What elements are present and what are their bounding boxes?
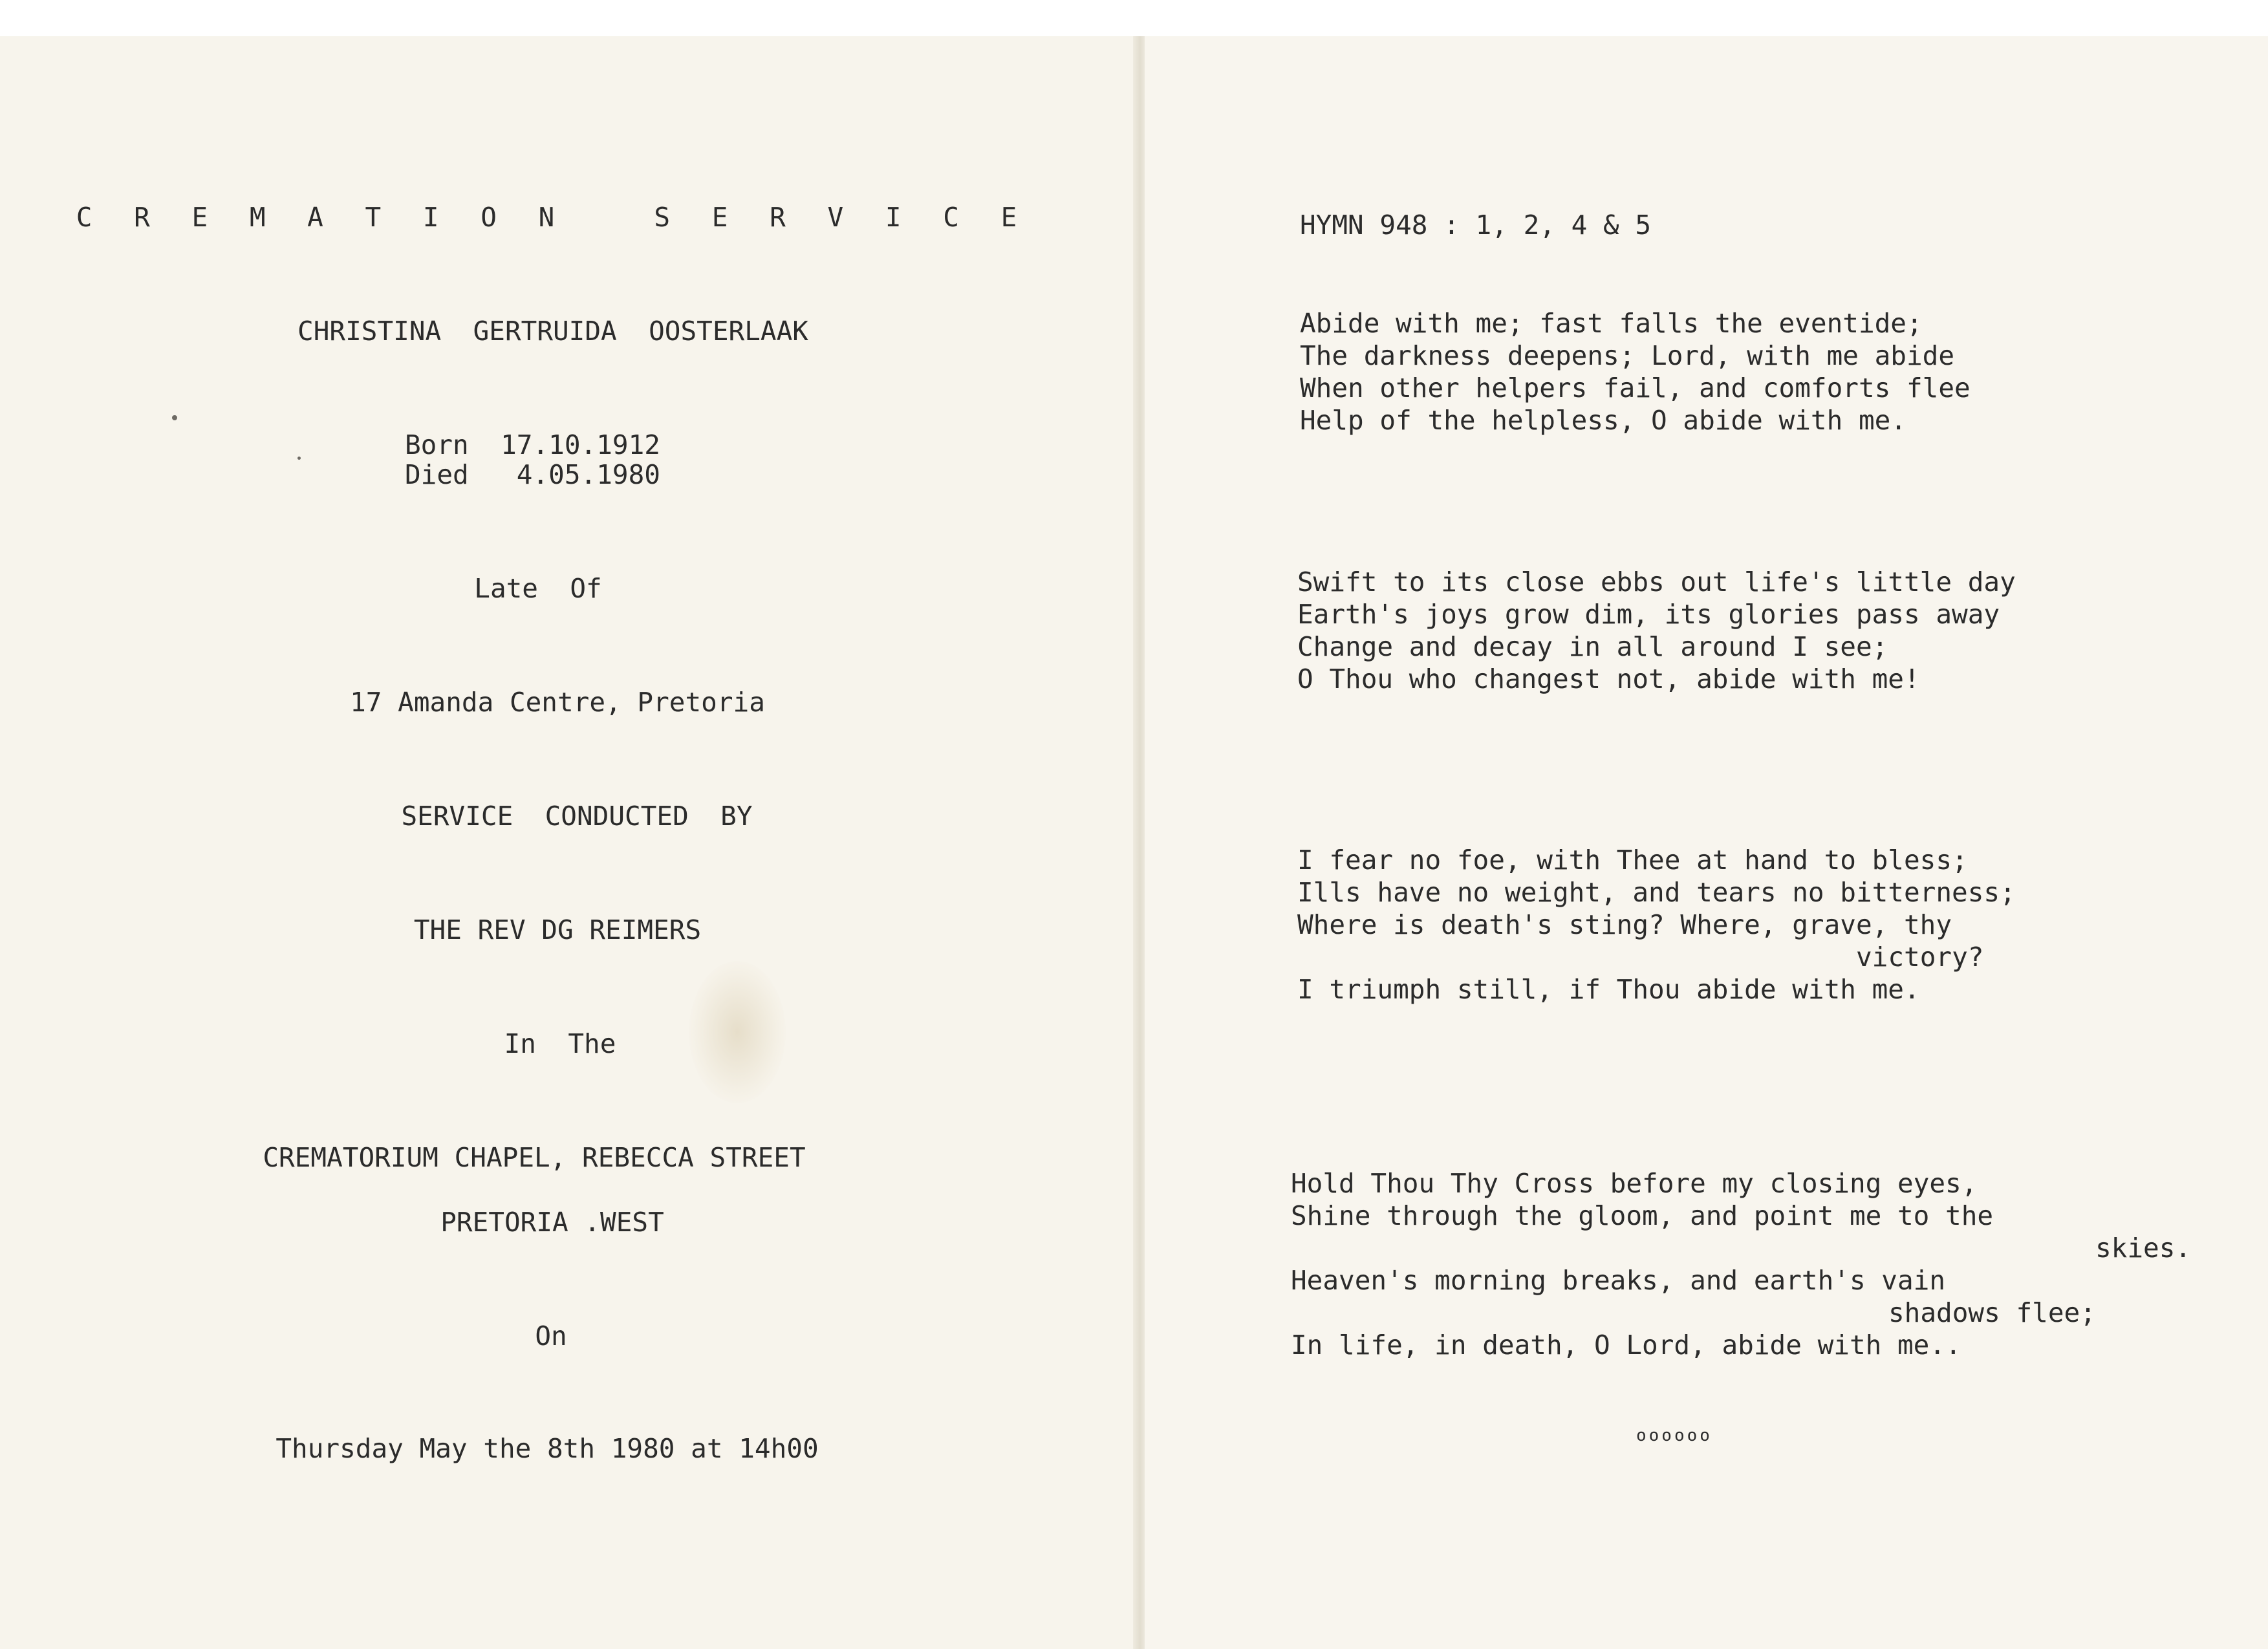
- speck: [172, 415, 177, 420]
- venue: CREMATORIUM CHAPEL, REBECCA STREET: [263, 1142, 806, 1173]
- service-date-time: Thursday May the 8th 1980 at 14h00: [275, 1433, 819, 1464]
- verse-line: In life, in death, O Lord, abide with me..: [1291, 1330, 1961, 1361]
- born-date: Born 17.10.1912: [405, 429, 660, 460]
- verse-line: Where is death's sting? Where, grave, thy: [1297, 909, 1952, 940]
- end-mark: oooooo: [1636, 1426, 1712, 1445]
- verse-line: Earth's joys grow dim, its glories pass away: [1297, 599, 2000, 630]
- deceased-name: CHRISTINA GERTRUIDA OOSTERLAAK: [297, 316, 808, 347]
- verse-line: I triumph still, if Thou abide with me.: [1297, 974, 1920, 1005]
- left-page: [0, 36, 1140, 1649]
- minister-name: THE REV DG REIMERS: [413, 914, 702, 945]
- late-of-label: Late Of: [474, 573, 602, 604]
- address: 17 Amanda Centre, Pretoria: [350, 687, 765, 718]
- verse-line: Heaven's morning breaks, and earth's vain: [1291, 1265, 1946, 1296]
- on-label: On: [535, 1320, 567, 1352]
- verse-line: When other helpers fail, and comforts flee: [1300, 372, 1971, 404]
- verse-line: shadows flee;: [1888, 1297, 2096, 1328]
- verse-line: Ills have no weight, and tears no bitterness;: [1297, 877, 2016, 908]
- verse-line: Swift to its close ebbs out life's little day: [1297, 566, 2016, 598]
- verse-line: O Thou who changest not, abide with me!: [1297, 663, 1920, 695]
- scanned-order-of-service: [0, 36, 2268, 1649]
- verse-line: skies.: [2095, 1233, 2192, 1264]
- verse-line: Help of the helpless, O abide with me.: [1300, 405, 1906, 436]
- verse-line: Abide with me; fast falls the eventide;: [1300, 308, 1923, 339]
- right-page: [1145, 36, 2268, 1649]
- hymn-heading: HYMN 948 : 1, 2, 4 & 5: [1300, 210, 1652, 241]
- stain-mark: [689, 961, 786, 1103]
- verse-line: Shine through the gloom, and point me to the: [1291, 1200, 1994, 1231]
- conducted-by-label: SERVICE CONDUCTED BY: [401, 801, 753, 832]
- verse-line: victory?: [1856, 942, 1984, 973]
- service-title: C R E M A T I O N S E R V I C E: [76, 202, 1030, 233]
- died-date: Died 4.05.1980: [405, 459, 660, 490]
- verse-line: I fear no foe, with Thee at hand to bless;: [1297, 845, 1968, 876]
- verse-line: Hold Thou Thy Cross before my closing eyes,: [1291, 1168, 1978, 1199]
- speck: [297, 457, 301, 460]
- in-the-label: In The: [504, 1028, 616, 1059]
- verse-line: Change and decay in all around I see;: [1297, 631, 1888, 662]
- city: PRETORIA .WEST: [440, 1207, 664, 1238]
- verse-line: The darkness deepens; Lord, with me abide: [1300, 340, 1955, 371]
